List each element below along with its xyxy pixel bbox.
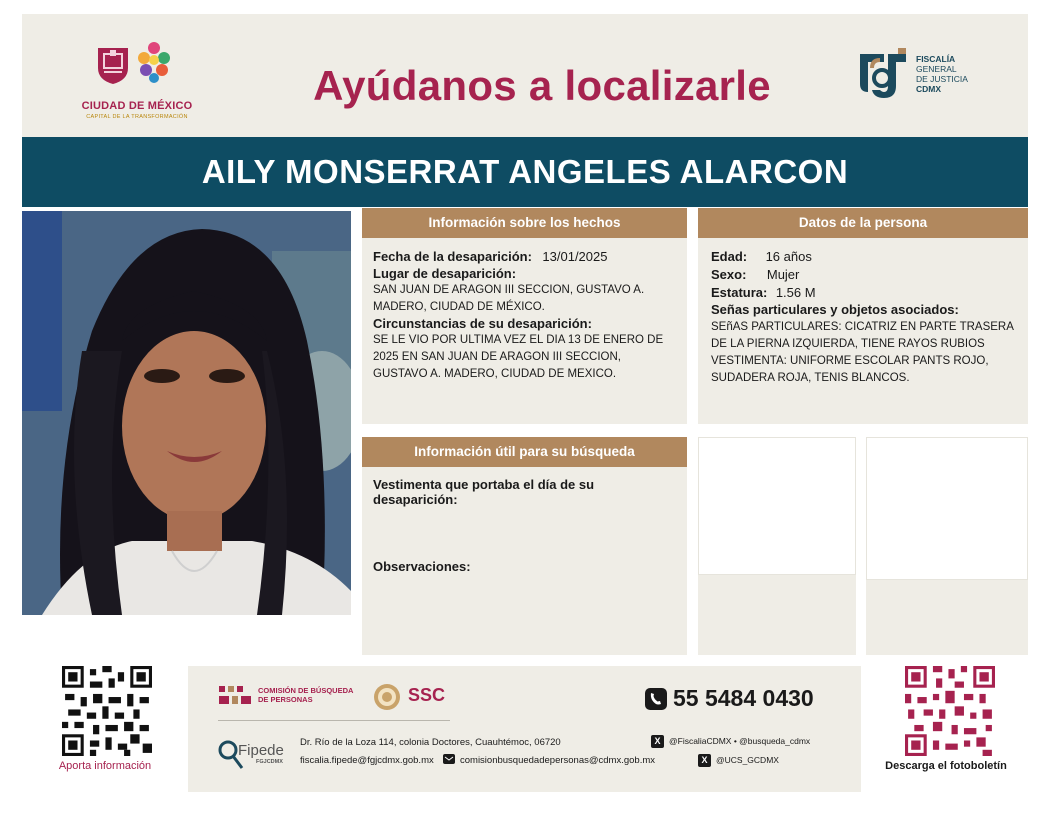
fgj-line-3: DE JUSTICIA <box>916 74 968 84</box>
cbp-line: COMISIÓN DE BÚSQUEDA <box>258 686 354 695</box>
panel-util-body <box>362 467 687 574</box>
fgj-line-2: GENERAL <box>916 64 957 74</box>
senas-label: Señas particulares y objetos asociados: <box>711 302 959 317</box>
email-comision-text[interactable]: comisionbusquedadepersonas@cdmx.gob.mx <box>460 755 656 766</box>
panel-hechos <box>362 208 687 424</box>
sexo-label: Sexo: <box>711 267 747 282</box>
phone-icon <box>645 688 667 710</box>
observaciones-label: Observaciones: <box>373 559 471 574</box>
senas-line: SEñAS PARTICULARES: CICATRIZ EN PARTE TRASERA <box>711 321 1014 333</box>
phone-number[interactable]: 55 5484 0430 <box>673 685 814 711</box>
fipede-sub: FGJCDMX <box>256 759 283 765</box>
cbp-line: DE PERSONAS <box>258 695 313 704</box>
fgj-mark-icon <box>854 46 912 104</box>
lugar-label: Lugar de desaparición: <box>373 266 517 281</box>
extra-photo-frame-2 <box>866 437 1028 580</box>
cdmx-subtitle: CAPITAL DE LA TRANSFORMACIÓN <box>86 114 188 120</box>
circ-line: SE LE VIO POR ULTIMA VEZ EL DIA 13 DE ENERO DE <box>373 334 664 346</box>
social-ucs-text[interactable]: @UCS_GCDMX <box>716 755 779 765</box>
circ-line: GUSTAVO A. MADERO, CIUDAD DE MEXICO. <box>373 368 617 380</box>
qr-code-fotoboletin[interactable] <box>905 666 995 756</box>
cdmx-flower-icon <box>136 38 172 86</box>
senas-line: SUDADERA ROJA, TENIS BLANCOS. <box>711 372 910 384</box>
senas-line: VESTIMENTA: UNIFORME ESCOLAR PANTS ROJO, <box>711 355 989 367</box>
email-fipede[interactable]: fiscalia.fipede@fgjcdmx.gob.mx <box>300 755 434 766</box>
panel-datos-heading: Datos de la persona <box>698 208 1028 238</box>
fecha-label: Fecha de la desaparición: <box>373 249 532 264</box>
footer-divider <box>218 720 450 721</box>
panel-datos-body <box>698 238 1028 387</box>
x-logo-icon: X <box>651 735 664 748</box>
qr-code-aporta[interactable] <box>62 666 152 756</box>
main-title: Ayúdanos a localizarle <box>313 62 771 109</box>
circ-line: 2025 EN SAN JUAN DE ARAGON III SECCION, <box>373 351 621 363</box>
lugar-value <box>373 282 677 316</box>
fipede-text: Fipede <box>238 742 284 759</box>
person-name: AILY MONSERRAT ANGELES ALARCON <box>201 153 849 190</box>
cdmx-name: CIUDAD DE MÉXICO <box>81 100 193 112</box>
senas-value <box>711 319 1018 387</box>
extra-photo-frame-1 <box>698 437 856 575</box>
vestimenta-line: Vestimenta que portaba el día de su <box>373 477 595 492</box>
qr-right-caption: Descarga el fotoboletín <box>885 760 1007 772</box>
estatura-label: Estatura: <box>711 285 768 300</box>
ssc-badge-icon <box>372 682 402 712</box>
cbp-icon <box>218 684 254 708</box>
edad-value: 16 años <box>765 249 812 264</box>
extra-photo-slot-2 <box>866 437 1028 655</box>
fgj-line-1: FISCALÍA <box>916 54 956 64</box>
extra-photo-slot-1 <box>698 437 856 655</box>
panel-util <box>362 437 687 655</box>
lugar-line: MADERO, CIUDAD DE MÉXICO. <box>373 301 545 313</box>
cbp-logo <box>218 684 368 710</box>
phone-contact[interactable] <box>645 684 845 716</box>
panel-hechos-heading: Información sobre los hechos <box>362 208 687 238</box>
fgj-logo <box>854 46 1014 126</box>
portrait-illustration <box>22 211 351 615</box>
cbp-text <box>258 686 353 704</box>
cdmx-shield-icon <box>96 46 130 86</box>
senas-line: DE LA PIERNA IZQUIERDA, TIENE RAYOS RUBIOS <box>711 338 985 350</box>
ssc-logo <box>372 682 452 712</box>
fecha-value: 13/01/2025 <box>542 249 608 264</box>
social-fiscalia-text[interactable]: @FiscaliaCDMX • @busqueda_cdmx <box>669 736 811 746</box>
name-bar <box>22 137 1028 207</box>
vestimenta-label <box>373 477 677 507</box>
fipede-logo <box>216 736 294 776</box>
ssc-text: SSC <box>408 685 446 705</box>
panel-hechos-body <box>362 238 687 383</box>
header-band <box>22 14 1028 137</box>
estatura-value: 1.56 M <box>775 285 816 300</box>
panel-util-heading: Información útil para su búsqueda <box>362 437 687 467</box>
edad-label: Edad: <box>711 249 748 264</box>
panel-datos <box>698 208 1028 424</box>
vestimenta-line: desaparición: <box>373 492 458 507</box>
circ-label: Circunstancias de su desaparición: <box>373 316 592 331</box>
address: Dr. Río de la Loza 114, colonia Doctores, Cuauhtémoc, 06720 <box>300 737 561 748</box>
x-logo-icon: X <box>698 754 711 767</box>
fgj-line-4: CDMX <box>916 84 942 94</box>
qr-left-caption: Aporta información <box>58 760 152 772</box>
person-photo <box>22 211 351 615</box>
circ-value <box>373 332 677 383</box>
fgj-text <box>916 54 968 94</box>
lugar-line: SAN JUAN DE ARAGON III SECCION, GUSTAVO A. <box>373 284 645 296</box>
sexo-value: Mujer <box>766 267 800 282</box>
cdmx-logo <box>72 34 202 129</box>
mail-icon <box>443 754 455 764</box>
